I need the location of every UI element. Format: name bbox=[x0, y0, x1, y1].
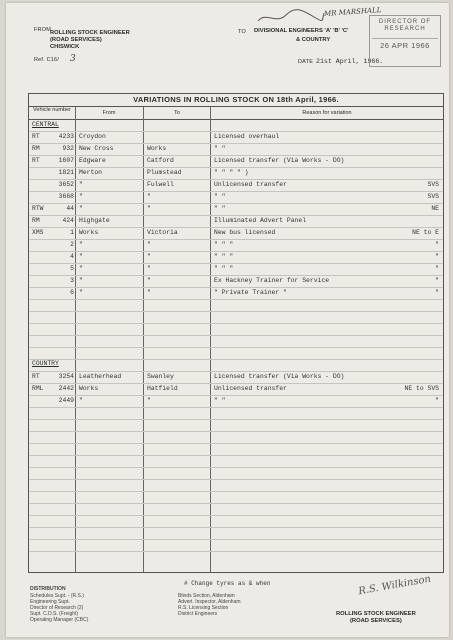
cell-to: " bbox=[147, 289, 151, 296]
cell-reason: Ex Hackney Trainer for Service bbox=[214, 277, 330, 284]
cell-reason: Licensed transfer (Via Works - DO) bbox=[214, 157, 345, 164]
cell-allocation: NE to SVS bbox=[404, 385, 439, 392]
cell-number: 932 bbox=[62, 145, 74, 152]
cell-to: " bbox=[147, 265, 151, 272]
cell-to: Swanley bbox=[147, 373, 174, 380]
signatory-line-2: (ROAD SERVICES) bbox=[350, 618, 402, 624]
signature: R.S. Wilkinson bbox=[357, 573, 432, 598]
table-row bbox=[29, 276, 443, 286]
section-central: CENTRAL bbox=[32, 121, 59, 128]
rule-line bbox=[29, 335, 443, 336]
distribution-label: DISTRIBUTION bbox=[30, 586, 66, 592]
distribution-item: Advert. Inspector, Aldenham bbox=[178, 599, 241, 605]
cell-reason: " " bbox=[214, 145, 226, 152]
date-label: DATE bbox=[298, 59, 314, 65]
cell-to: Victoria bbox=[147, 229, 178, 236]
cell-type: RT bbox=[32, 157, 40, 164]
distribution-item: Engineering Supt. bbox=[30, 599, 70, 605]
col-head-vehicle: Vehicle number bbox=[33, 107, 71, 113]
cell-to: " bbox=[147, 241, 151, 248]
rule-line bbox=[29, 455, 443, 456]
cell-from: " bbox=[79, 241, 83, 248]
cell-to: " bbox=[147, 253, 151, 260]
cell-from: " bbox=[79, 397, 83, 404]
from-line-1: ROLLING STOCK ENGINEER bbox=[50, 30, 130, 36]
cell-allocation: " bbox=[435, 253, 439, 260]
cell-reason: " " bbox=[214, 397, 226, 404]
cell-type: XMS bbox=[32, 229, 44, 236]
table-row bbox=[29, 264, 443, 274]
cell-to: Hatfield bbox=[147, 385, 178, 392]
to-line-1: DIVISIONAL ENGINEERS 'A' 'B' 'C' bbox=[254, 28, 349, 34]
table-row bbox=[29, 204, 443, 214]
date-value: 21st April, 1966. bbox=[316, 58, 384, 65]
cell-number: 4233 bbox=[58, 133, 74, 140]
cell-number: 4 bbox=[70, 253, 74, 260]
cell-to: Works bbox=[147, 145, 167, 152]
table-row bbox=[29, 132, 443, 142]
cell-from: " bbox=[79, 265, 83, 272]
cell-allocation: " bbox=[435, 289, 439, 296]
rule-line bbox=[29, 467, 443, 468]
distribution-item: Schedules Supt. - (R.S.) bbox=[30, 593, 84, 599]
rule-line bbox=[29, 515, 443, 516]
table-row bbox=[29, 252, 443, 262]
stamp-line-1: DIRECTOR OF bbox=[378, 19, 432, 25]
table-row bbox=[29, 144, 443, 154]
handwritten-scribble-icon bbox=[256, 7, 326, 27]
cell-allocation: SVS bbox=[427, 193, 439, 200]
distribution-list-2 bbox=[178, 593, 241, 617]
ref-label: Ref. C16/ bbox=[34, 57, 60, 63]
cell-reason: Licensed transfer (Via Works - DO) bbox=[214, 373, 345, 380]
cell-number: 1 bbox=[70, 229, 74, 236]
signatory-block bbox=[336, 611, 416, 625]
cell-reason: Illuminated Advert Panel bbox=[214, 217, 307, 224]
table-row bbox=[29, 396, 443, 406]
cell-from: " bbox=[79, 277, 83, 284]
col-head-reason: Reason for variation bbox=[302, 110, 352, 116]
stamp-date: 26 APR 1966 bbox=[380, 41, 430, 50]
from-line-3: CHISWICK bbox=[50, 44, 80, 50]
cell-number: 2 bbox=[70, 241, 74, 248]
table-title: VARIATIONS IN ROLLING STOCK ON 18th April, 1966. bbox=[133, 95, 339, 104]
cell-to: Fulwell bbox=[147, 181, 174, 188]
table-title-row bbox=[29, 94, 443, 106]
cell-type: RM bbox=[32, 217, 40, 224]
table-row bbox=[29, 168, 443, 178]
cell-number: 3652 bbox=[58, 181, 74, 188]
rule-line bbox=[29, 551, 443, 552]
cell-allocation: NE bbox=[431, 205, 439, 212]
distribution-list-1 bbox=[30, 593, 88, 623]
cell-allocation: " bbox=[435, 241, 439, 248]
distribution-item: Operating Manager (CBC) bbox=[30, 617, 89, 623]
cell-number: 3254 bbox=[58, 373, 74, 380]
cell-reason: Licensed overhaul bbox=[214, 133, 280, 140]
distribution-item: Blinds Section, Aldenham bbox=[178, 593, 235, 599]
cell-to: Plumstead bbox=[147, 169, 182, 176]
cell-reason: New bus licensed bbox=[214, 229, 276, 236]
to-line-2: & COUNTRY bbox=[296, 37, 331, 43]
cell-from: Croydon bbox=[79, 133, 106, 140]
distribution-item: Supt. C.D.S. (Freight) bbox=[30, 611, 79, 617]
section-country: COUNTRY bbox=[32, 360, 59, 367]
cell-from: Edgware bbox=[79, 157, 106, 164]
cell-reason: " " bbox=[214, 193, 226, 200]
stamp-divider bbox=[372, 38, 438, 39]
from-label: FROM bbox=[34, 27, 51, 33]
table-row bbox=[29, 180, 443, 190]
cell-reason: " " bbox=[214, 205, 226, 212]
to-label: TO bbox=[238, 29, 246, 35]
header-divider bbox=[29, 119, 443, 120]
cell-to: " bbox=[147, 397, 151, 404]
cell-from: " bbox=[79, 181, 83, 188]
rule-line bbox=[29, 479, 443, 480]
handwritten-addressee: MR MARSHALL bbox=[323, 6, 382, 18]
rule-line bbox=[29, 359, 443, 360]
cell-to: " bbox=[147, 205, 151, 212]
cell-allocation: SVS bbox=[427, 181, 439, 188]
from-line-2: (ROAD SERVICES) bbox=[50, 37, 102, 43]
cell-from: Works bbox=[79, 385, 99, 392]
cell-allocation: " bbox=[435, 277, 439, 284]
cell-to: " bbox=[147, 277, 151, 284]
cell-from: Merton bbox=[79, 169, 103, 176]
rule-line bbox=[29, 431, 443, 432]
table-row bbox=[29, 384, 443, 394]
cell-from: Highgate bbox=[79, 217, 110, 224]
cell-from: " bbox=[79, 289, 83, 296]
rule-line bbox=[29, 503, 443, 504]
received-stamp bbox=[369, 15, 441, 67]
variations-table bbox=[28, 93, 444, 573]
cell-from: Leatherhead bbox=[79, 373, 122, 380]
rule-line bbox=[29, 323, 443, 324]
cell-allocation: " bbox=[435, 397, 439, 404]
distribution-item: District Engineers bbox=[178, 611, 218, 617]
rule-line bbox=[29, 539, 443, 540]
rule-line bbox=[29, 527, 443, 528]
ref-value: 3 bbox=[70, 54, 76, 64]
cell-number: 1607 bbox=[58, 157, 74, 164]
rule-line bbox=[29, 443, 443, 444]
table-row bbox=[29, 228, 443, 238]
col-head-from: From bbox=[102, 110, 116, 116]
title-divider bbox=[29, 106, 443, 107]
cell-number: 1821 bbox=[58, 169, 74, 176]
cell-reason: " " " bbox=[214, 265, 234, 272]
table-row bbox=[29, 156, 443, 166]
from-address bbox=[50, 30, 130, 51]
table-row bbox=[29, 240, 443, 250]
rule-line bbox=[29, 299, 443, 300]
cell-from: " bbox=[79, 205, 83, 212]
cell-number: 2449 bbox=[58, 397, 74, 404]
cell-allocation: NE to E bbox=[412, 229, 439, 236]
cell-reason: " " " " ) bbox=[214, 169, 249, 176]
cell-from: New Cross bbox=[79, 145, 114, 152]
table-row bbox=[29, 216, 443, 226]
cell-number: 6 bbox=[70, 289, 74, 296]
cell-type: RT bbox=[32, 133, 40, 140]
cell-number: 5 bbox=[70, 265, 74, 272]
cell-type: RT bbox=[32, 373, 40, 380]
cell-reason: Unlicensed transfer bbox=[214, 385, 287, 392]
cell-number: 424 bbox=[62, 217, 74, 224]
stamp-line-2: RESEARCH bbox=[384, 26, 426, 32]
cell-from: Works bbox=[79, 229, 99, 236]
table-row bbox=[29, 288, 443, 298]
table-row bbox=[29, 192, 443, 202]
cell-reason: " Private Trainer " bbox=[214, 289, 287, 296]
tyre-change-note: # Change tyres as & when bbox=[184, 580, 271, 587]
cell-type: RTW bbox=[32, 205, 44, 212]
cell-reason: Unlicensed transfer bbox=[214, 181, 287, 188]
cell-from: " bbox=[79, 193, 83, 200]
cell-number: 3 bbox=[70, 277, 74, 284]
cell-type: RM bbox=[32, 145, 40, 152]
cell-to: " bbox=[147, 193, 151, 200]
table-row bbox=[29, 372, 443, 382]
rule-line bbox=[29, 407, 443, 408]
cell-to: Catford bbox=[147, 157, 174, 164]
distribution-item: Director of Research (2) bbox=[30, 605, 84, 611]
cell-number: 44 bbox=[66, 205, 74, 212]
col-head-to: To bbox=[174, 110, 180, 116]
signatory-line-1: ROLLING STOCK ENGINEER bbox=[336, 611, 416, 617]
cell-from: " bbox=[79, 253, 83, 260]
cell-reason: " " " bbox=[214, 253, 234, 260]
document-page bbox=[6, 3, 449, 637]
cell-number: 3668 bbox=[58, 193, 74, 200]
cell-type: RML bbox=[32, 385, 44, 392]
rule-line bbox=[29, 491, 443, 492]
rule-line bbox=[29, 311, 443, 312]
distribution-item: R.S. Licensing Section bbox=[178, 605, 229, 611]
rule-line bbox=[29, 347, 443, 348]
cell-number: 2442 bbox=[58, 385, 74, 392]
cell-allocation: " bbox=[435, 265, 439, 272]
rule-line bbox=[29, 419, 443, 420]
cell-reason: " " " bbox=[214, 241, 234, 248]
